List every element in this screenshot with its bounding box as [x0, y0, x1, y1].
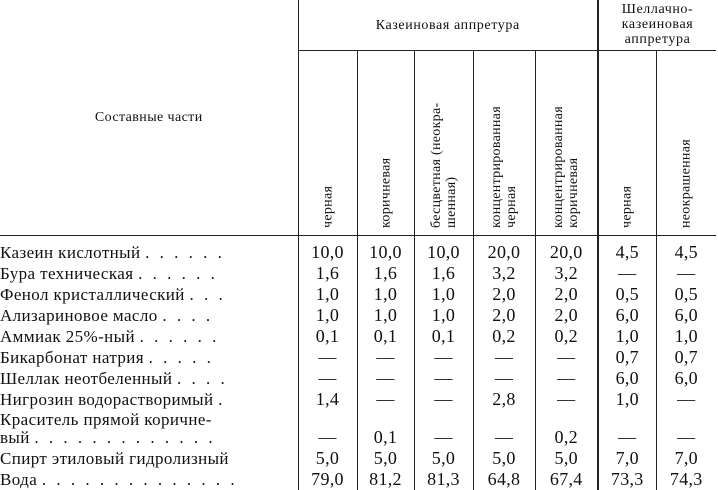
value-cell: 1,0	[414, 305, 473, 326]
value-cell: 1,6	[414, 263, 473, 284]
ingredient-name: Бура техническая . . . . . .	[0, 263, 218, 283]
value-cell: —	[298, 368, 357, 389]
value-cell: 6,0	[598, 305, 656, 326]
column-header: концентрированная коричневая	[535, 51, 598, 236]
value-cell: 73,3	[598, 469, 656, 490]
table-row	[0, 448, 716, 469]
value-cell: 7,0	[656, 448, 716, 469]
column-header: черная	[598, 51, 656, 236]
value-cell: 81,2	[357, 469, 414, 490]
value-cell: 1,0	[598, 326, 656, 347]
value-cell: 64,8	[473, 469, 535, 490]
table-row	[0, 242, 716, 263]
table-row	[0, 326, 716, 347]
value-cell: —	[414, 347, 473, 368]
ingredient-name: Фенол кристаллический . . .	[0, 284, 226, 304]
value-cell: 1,0	[298, 284, 357, 305]
value-cell: 1,6	[298, 263, 357, 284]
ingredient-name: Шеллак неотбеленный . . . .	[0, 368, 228, 388]
value-cell: 6,0	[656, 368, 716, 389]
value-cell: —	[473, 410, 535, 448]
value-cell: 1,0	[357, 305, 414, 326]
value-cell: —	[656, 410, 716, 448]
ingredient-name: Нигрозин водорастворимый .	[0, 389, 226, 409]
value-cell: 1,0	[656, 326, 716, 347]
value-cell: —	[473, 368, 535, 389]
table-row	[0, 368, 716, 389]
value-cell: —	[298, 347, 357, 368]
value-cell: 10,0	[414, 242, 473, 263]
ingredient-name: Вода . . . . . . . . . . . . . .	[0, 469, 238, 489]
value-cell: 0,1	[414, 326, 473, 347]
value-cell: 1,0	[414, 284, 473, 305]
header-row-groups	[0, 0, 716, 51]
value-cell: 3,2	[473, 263, 535, 284]
value-cell: —	[656, 389, 716, 410]
value-cell: —	[357, 347, 414, 368]
group-header-shellac-line: казеиновая	[621, 17, 694, 32]
table-row	[0, 389, 716, 410]
value-cell: 0,2	[473, 326, 535, 347]
value-cell: 0,1	[298, 326, 357, 347]
table-row	[0, 305, 716, 326]
value-cell: 0,7	[598, 347, 656, 368]
value-cell: 5,0	[473, 448, 535, 469]
value-cell: —	[414, 410, 473, 448]
value-cell: 5,0	[357, 448, 414, 469]
value-cell: 0,1	[357, 410, 414, 448]
value-cell: 10,0	[357, 242, 414, 263]
ingredient-name: Казеин кислотный . . . . . .	[0, 242, 225, 262]
value-cell: —	[598, 263, 656, 284]
column-header: концентрированная черная	[473, 51, 535, 236]
ingredient-name: Бикарбонат натрия . . . . .	[0, 347, 214, 367]
table-row	[0, 284, 716, 305]
value-cell: 0,5	[656, 284, 716, 305]
value-cell: 74,3	[656, 469, 716, 490]
column-header: неокрашенная	[656, 51, 716, 236]
table-row	[0, 410, 716, 448]
group-header-shellac-line: аппретура	[624, 32, 691, 47]
value-cell: 2,0	[473, 305, 535, 326]
value-cell: 0,2	[535, 326, 598, 347]
value-cell: 0,7	[656, 347, 716, 368]
group-header-casein: Казеиновая аппретура	[298, 0, 598, 51]
group-header-shellac	[598, 0, 716, 51]
value-cell: 67,4	[535, 469, 598, 490]
table-row	[0, 347, 716, 368]
value-cell: —	[473, 347, 535, 368]
column-header: черная	[298, 51, 357, 236]
ingredient-name: Краситель прямой коричне- вый . . . . . . . . . . . . .	[0, 410, 216, 447]
ingredient-name: Ализариновое масло . . . .	[0, 305, 214, 325]
table-row	[0, 469, 716, 490]
value-cell: 3,2	[535, 263, 598, 284]
value-cell: 6,0	[598, 368, 656, 389]
value-cell: 0,1	[357, 326, 414, 347]
value-cell: 81,3	[414, 469, 473, 490]
group-header-shellac-line: Шеллачно-	[621, 2, 694, 17]
value-cell: 5,0	[298, 448, 357, 469]
value-cell: —	[656, 263, 716, 284]
value-cell: 5,0	[414, 448, 473, 469]
corner-header: Составные части	[0, 0, 298, 236]
value-cell: 1,0	[357, 284, 414, 305]
value-cell: —	[357, 368, 414, 389]
value-cell: —	[535, 347, 598, 368]
value-cell: 6,0	[656, 305, 716, 326]
value-cell: 1,4	[298, 389, 357, 410]
value-cell: 2,0	[535, 284, 598, 305]
value-cell: 4,5	[598, 242, 656, 263]
column-header: бесцветная (неокра- шенная)	[414, 51, 473, 236]
ingredient-name: Аммиак 25%-ный . . . . . .	[0, 326, 220, 346]
value-cell: 10,0	[298, 242, 357, 263]
value-cell: —	[535, 389, 598, 410]
value-cell: 2,8	[473, 389, 535, 410]
ingredient-name: Спирт этиловый гидролизный	[0, 448, 229, 468]
value-cell: —	[414, 368, 473, 389]
value-cell: 2,0	[473, 284, 535, 305]
value-cell: —	[598, 410, 656, 448]
value-cell: 1,0	[298, 305, 357, 326]
value-cell: 20,0	[535, 242, 598, 263]
value-cell: 7,0	[598, 448, 656, 469]
value-cell: 0,5	[598, 284, 656, 305]
value-cell: 20,0	[473, 242, 535, 263]
value-cell: 1,6	[357, 263, 414, 284]
value-cell: —	[298, 410, 357, 448]
table-row	[0, 263, 716, 284]
value-cell: 0,2	[535, 410, 598, 448]
value-cell: 5,0	[535, 448, 598, 469]
value-cell: —	[414, 389, 473, 410]
value-cell: 79,0	[298, 469, 357, 490]
value-cell: 4,5	[656, 242, 716, 263]
value-cell: 1,0	[598, 389, 656, 410]
value-cell: —	[357, 389, 414, 410]
value-cell: —	[535, 368, 598, 389]
column-header: коричневая	[357, 51, 414, 236]
value-cell: 2,0	[535, 305, 598, 326]
